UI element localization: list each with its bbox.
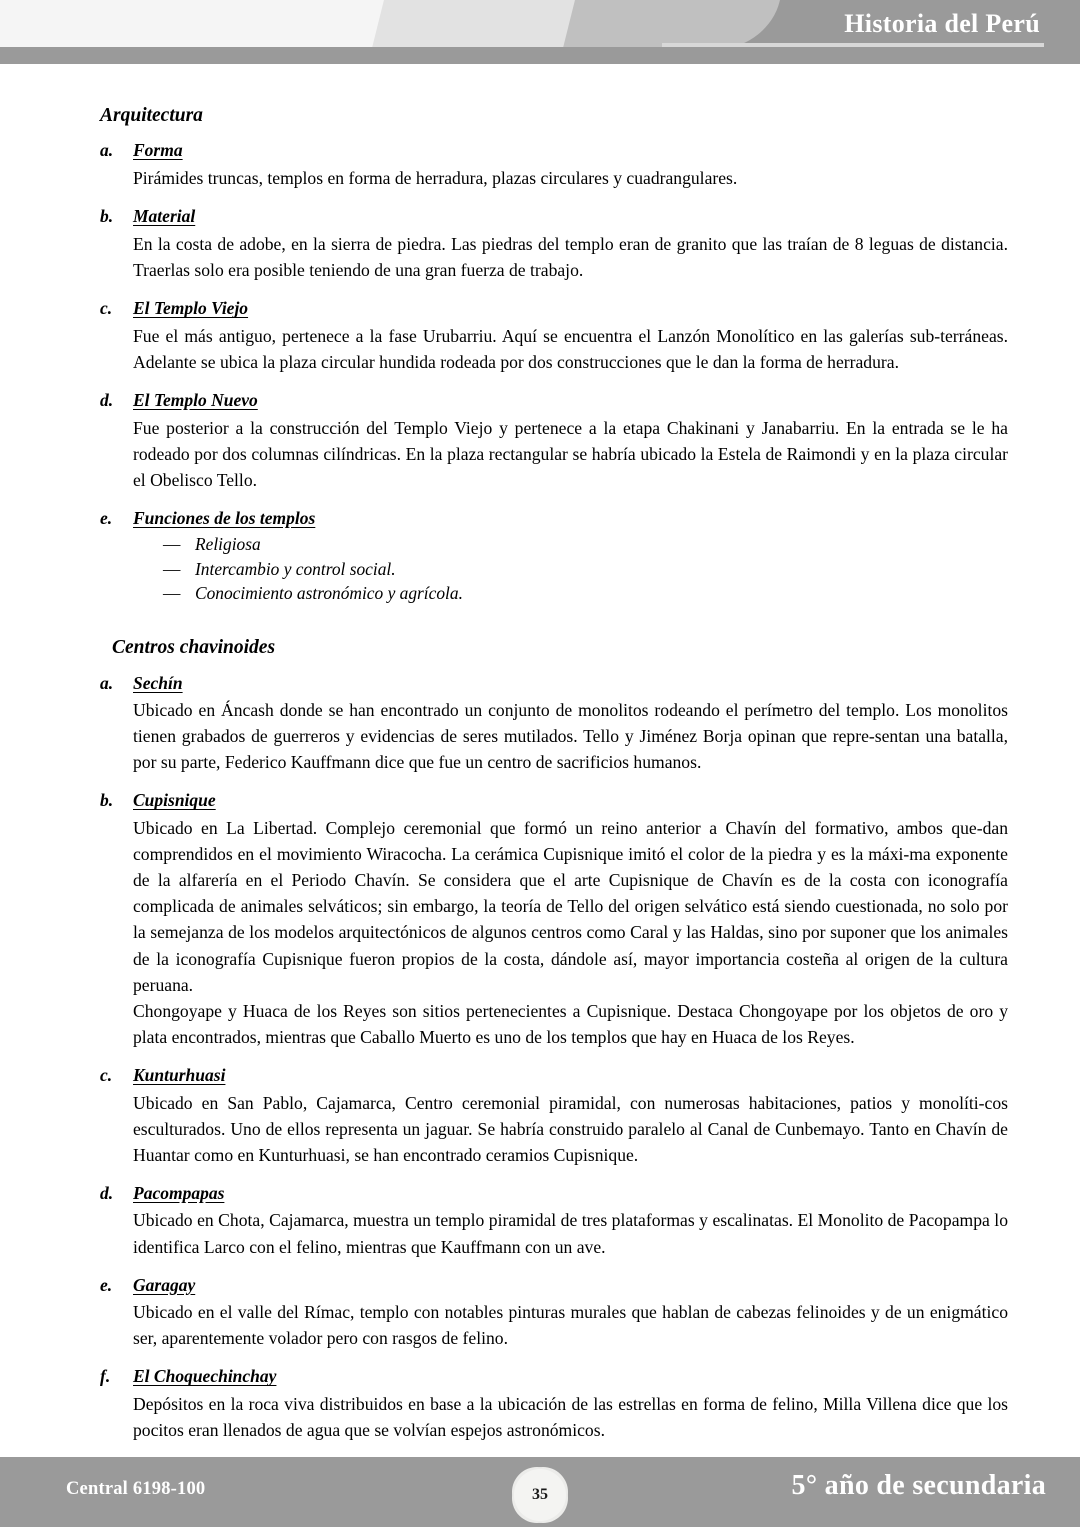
footer-grade-label: 5° año de secundaria [791,1470,1046,1501]
header-stripe-dark [563,0,780,48]
list-item [100,1275,1008,1352]
item-heading-row [100,1183,1008,1205]
item-heading: Cupisnique [133,790,216,811]
item-heading-row [100,1275,1008,1297]
item-marker: b. [100,206,114,227]
item-heading-row [100,673,1008,695]
item-heading: El Choquechinchay [133,1366,277,1387]
page-number: 35 [532,1486,548,1503]
list-item [100,1366,1008,1443]
item-heading-row [100,298,1008,320]
item-heading: Kunturhuasi [133,1064,226,1085]
item-heading-row [100,790,1008,812]
item-paragraph: Fue el más antiguo, pertenece a la fase Urubarriu. Aquí se encuentra el Lanzón Monolítico en las galerías sub-terráneas. Adelante se ubica la plaza circular hundida rodeada por dos construcciones que le dan la forma de herradura. [133,326,1008,373]
list-item [100,790,1008,1049]
item-marker: a. [100,140,114,161]
item-heading: Sechín [133,672,183,693]
bullet-label: Intercambio y control social. [195,558,396,579]
item-paragraph: Ubicado en Áncash donde se han encontrado un conjunto de monolitos rodeando el perímetro del templo. Los monolitos tienen grabados de guerreros y evidencias de seres mutilados. Tello y Jiménez Borja opinan que repre-sentan una batalla, por su parte, Federico Kauffmann dice que fue un centro de sacrificios humanos. [133,700,1008,773]
list-item [100,673,1008,776]
item-paragraph: Fue posterior a la construcción del Templo Viejo y pertenece a la etapa Chakinani y Janabarriu. En la entrada se le ha rodeado por dos columnas cilíndricas. En la plaza rectangular se habría ubicado la Estela de Raimondi y en la plaza circular el Obelisco Tello. [133,418,1008,491]
item-marker: c. [100,298,113,319]
item-heading: Funciones de los templos [133,508,316,529]
item-heading: Material [133,206,196,227]
bullet-label: Religiosa [195,534,261,555]
list-item [100,390,1008,493]
page-header [0,0,1080,64]
item-marker: b. [100,790,114,811]
section-centros-chavinoides [100,636,1008,1443]
section-arquitectura [100,104,1008,606]
item-marker: d. [100,390,114,411]
item-heading: El Templo Nuevo [133,390,258,411]
header-stripe-light [0,0,392,48]
em-dash-icon: — [163,583,181,604]
item-heading-row [100,140,1008,162]
item-heading-row [100,206,1008,228]
item-paragraph: Chongoyape y Huaca de los Reyes son sitios pertenecientes a Cupisnique. Destaca Chongoyape por los objetos de oro y plata encontrados, mientras que Caballo Muerto es uno de los templos que hay en Huaca de los Reyes. [133,1000,1008,1047]
item-heading: Garagay [133,1274,196,1295]
em-dash-icon: — [163,558,181,579]
item-paragraph: Ubicado en Chota, Cajamarca, muestra un templo piramidal de tres plataformas y escalinatas. El Monolito de Pacopampa lo identifica Larco con el felino, mientras que Kauffmann con un ave. [133,1210,1008,1257]
item-paragraph: Ubicado en San Pablo, Cajamarca, Centro ceremonial piramidal, con numerosas habitaciones, patios y monolíti-cos esculturados. Uno de ellos representa un jaguar. Se habría construido paralelo al Canal de Cunbemayo. Tanto en Chavín de Huantar como en Kunturhuasi, se han encontrado ceramios Cupisnique. [133,1092,1008,1165]
bullet-item [163,532,1008,557]
header-title: Historia del Perú [844,9,1040,38]
item-marker: d. [100,1182,114,1203]
section-title: Arquitectura [100,105,203,126]
bullet-item [163,557,1008,582]
page-number-badge [516,1471,564,1519]
item-paragraph: Pirámides truncas, templos en forma de herradura, plazas circulares y cuadrangulares. [133,168,738,189]
item-marker: f. [100,1366,111,1387]
item-paragraph: Ubicado en el valle del Rímac, templo con notables pinturas murales que hablan de cabezas felinoides y de un enigmático ser, aparentemente volador pero con rasgos de felino. [133,1302,1008,1349]
bullet-label: Conocimiento astronómico y agrícola. [195,583,463,604]
list-item [100,298,1008,375]
em-dash-icon: — [163,534,181,555]
item-marker: e. [100,1274,113,1295]
item-marker: c. [100,1064,113,1085]
item-paragraph: En la costa de adobe, en la sierra de piedra. Las piedras del templo eran de granito que las traían de 8 leguas de distancia. Traerlas solo era posible teniendo de una gran fuerza de trabajo. [133,234,1008,281]
item-paragraph: Depósitos en la roca viva distribuidos en base a la ubicación de las estrellas en forma de felino, Milla Villena dice que los pocitos eran llenados de agua que se volvían espejos astronómicos. [133,1394,1008,1441]
item-heading-row [100,508,1008,530]
section-title: Centros chavinoides [112,637,276,659]
list-item [100,508,1008,606]
item-heading-row [100,390,1008,412]
list-item [100,140,1008,191]
footer-contact: Central 6198-100 [66,1479,206,1499]
header-underline-rule [662,43,1044,47]
item-heading: El Templo Viejo [133,298,249,319]
page-footer [0,1457,1080,1527]
list-item [100,1183,1008,1260]
item-heading: Forma [133,140,183,161]
item-marker: e. [100,508,113,529]
item-heading: Pacompapas [133,1182,225,1203]
list-item [100,206,1008,283]
page-body [0,64,1080,1448]
item-heading-row [100,1065,1008,1087]
bullet-list [163,532,1008,606]
item-paragraph: Ubicado en La Libertad. Complejo ceremonial que formó un reino anterior a Chavín del formativo, ambos que-dan comprendidos en el movimiento Wiracocha. La cerámica Cupisnique imitó el color de la piedra y es la máxi-ma exponente de la alfarería en el Periodo Chavín. Se considera que el arte Cupisnique de Chavín es de la costa con iconografía complicada de animales selváticos; sin embargo, la teoría de Tello del origen selvático está siendo cuestionada, no solo por la semejanza de los modelos arquitectónicos de algunos centros como Caral y las Haldas, sino por suponer que los animales de la iconografía Cupisnique fueron propios de la costa, dándole así, mayor importancia costeña al origen de la cultura peruana. [133,818,1008,995]
content-column [100,104,1008,1443]
header-bottom-band [0,47,1080,63]
item-marker: a. [100,672,114,693]
item-heading-row [100,1366,1008,1388]
bullet-item [163,581,1008,606]
list-item [100,1065,1008,1168]
